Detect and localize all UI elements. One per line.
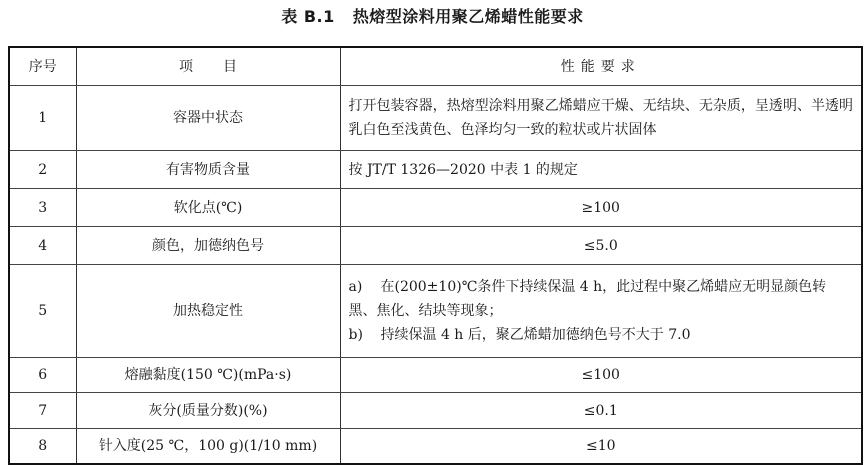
- table-row: [9, 393, 862, 429]
- performance-requirements-table: [8, 46, 863, 465]
- row-number: 5: [9, 265, 76, 358]
- requirement-list-item: [349, 323, 854, 347]
- row-number: 8: [9, 429, 76, 465]
- row-requirement: ≤10: [340, 429, 862, 465]
- row-item: 有害物质含量: [76, 151, 340, 189]
- table-caption-text: 热熔型涂料用聚乙烯蜡性能要求: [352, 7, 584, 26]
- table-row: [9, 227, 862, 265]
- table-row: [9, 358, 862, 393]
- row-requirement: ≤5.0: [340, 227, 862, 265]
- row-requirement: ≤100: [340, 358, 862, 393]
- row-requirement: ≥100: [340, 189, 862, 227]
- row-item: 灰分(质量分数)(%): [76, 393, 340, 429]
- list-text: 在(200±10)℃条件下持续保温 4 h，此过程中聚乙烯蜡应无明显颜色转黑、焦化、结块等现象；: [348, 279, 827, 319]
- row-item: 容器中状态: [76, 86, 340, 151]
- row-number: 1: [9, 86, 76, 151]
- header-item: 项目: [76, 47, 340, 86]
- list-marker: a): [348, 279, 363, 295]
- row-requirement: 打开包装容器，热熔型涂料用聚乙烯蜡应干燥、无结块、无杂质，呈透明、半透明乳白色至浅黄色、色泽均匀一致的粒状或片状固体: [340, 86, 862, 151]
- requirement-list-item: [349, 275, 854, 323]
- row-requirement: ≤0.1: [340, 393, 862, 429]
- row-requirement: 按 JT/T 1326—2020 中表 1 的规定: [340, 151, 862, 189]
- table-caption-label: 表 B.1: [281, 7, 335, 26]
- row-item: 熔融黏度(150 ℃)(mPa·s): [76, 358, 340, 393]
- header-requirement: 性能要求: [340, 47, 862, 86]
- table-header-row: [9, 47, 862, 86]
- table-row: [9, 86, 862, 151]
- table-row: [9, 189, 862, 227]
- table-row: [9, 265, 862, 358]
- list-marker: b): [348, 327, 363, 343]
- row-number: 2: [9, 151, 76, 189]
- row-item: 加热稳定性: [76, 265, 340, 358]
- row-number: 4: [9, 227, 76, 265]
- row-item: 颜色，加德纳色号: [76, 227, 340, 265]
- row-number: 7: [9, 393, 76, 429]
- row-number: 3: [9, 189, 76, 227]
- row-requirement-list: [340, 265, 862, 358]
- table-row: [9, 429, 862, 465]
- row-item: 针入度(25 ℃，100 g)(1/10 mm): [76, 429, 340, 465]
- header-no: 序号: [9, 47, 76, 86]
- row-number: 6: [9, 358, 76, 393]
- list-text: 持续保温 4 h 后，聚乙烯蜡加德纳色号不大于 7.0: [380, 327, 691, 343]
- row-item: 软化点(℃): [76, 189, 340, 227]
- table-caption: [0, 6, 865, 28]
- table-row: [9, 151, 862, 189]
